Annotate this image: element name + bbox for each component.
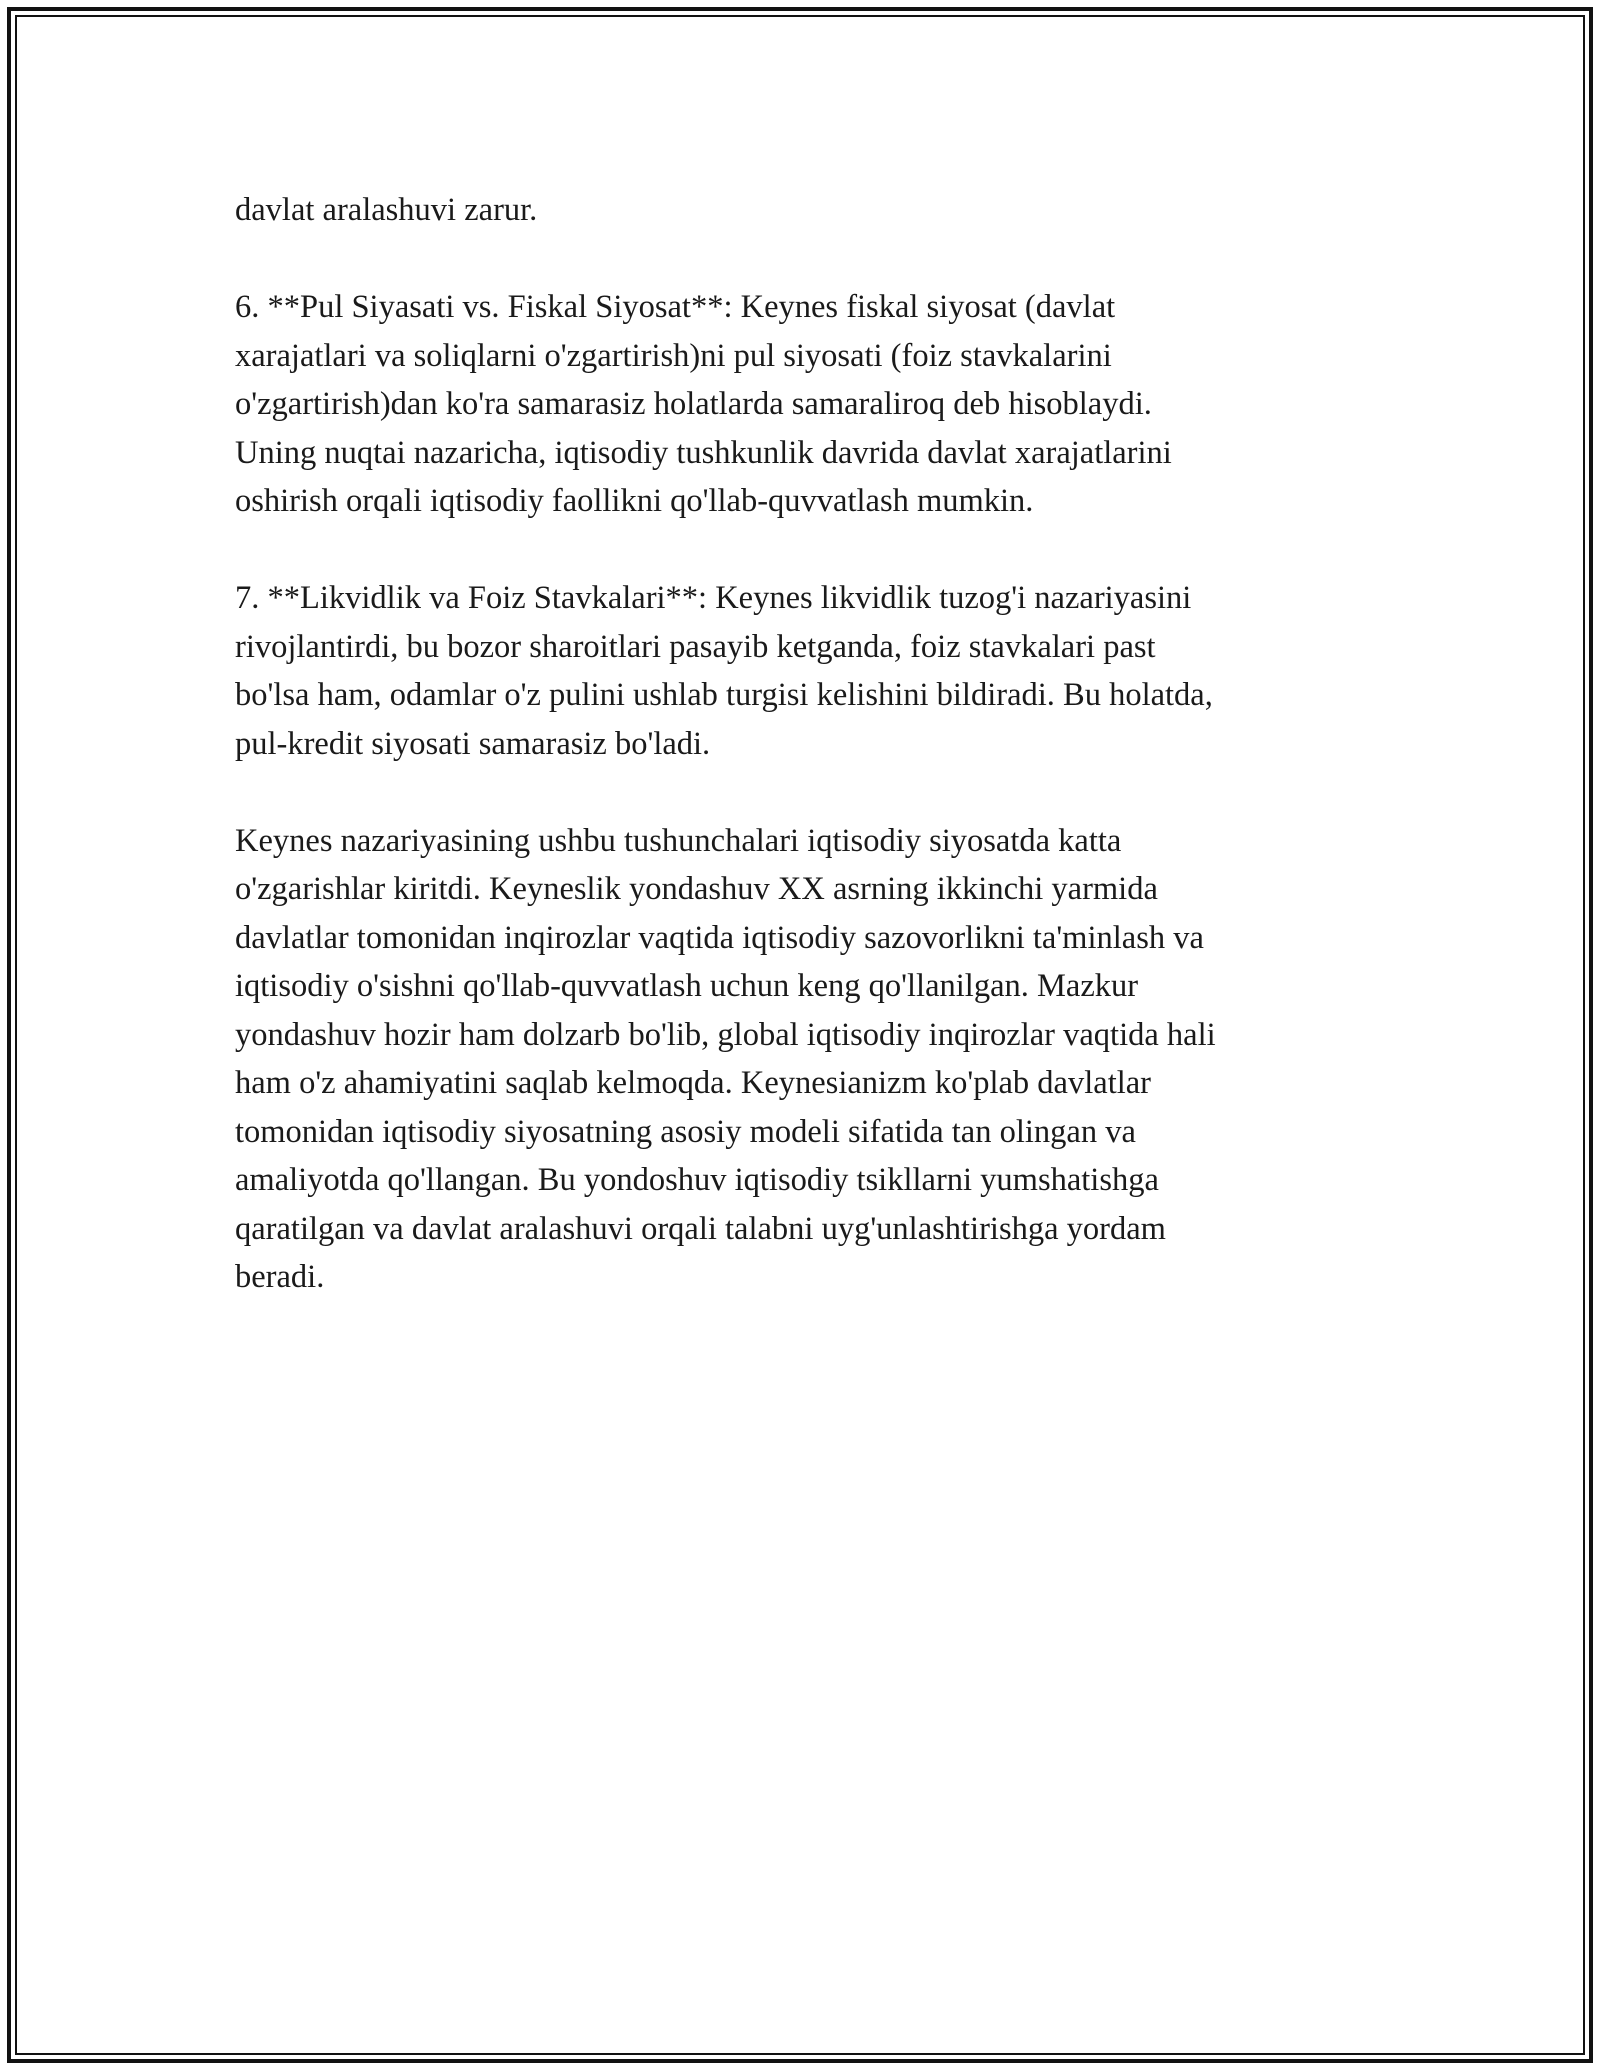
text-line: 7. **Likvidlik va Foiz Stavkalari**: Keynes likvidlik tuzog'i nazariyasini: [235, 580, 1192, 616]
text-line: xarajatlari va soliqlarni o'zgartirish)ni pul siyosati (foiz stavkalarini: [235, 337, 1112, 374]
paragraph-conclusion: [235, 817, 1365, 1302]
text-line: Keynes nazariyasining ushbu tushunchalari iqtisodiy siyosatda katta: [235, 822, 1122, 859]
text-line: 6. **Pul Siyasati vs. Fiskal Siyosat**: Keynes fiskal siyosat (davlat: [235, 289, 1116, 325]
text-line: beradi.: [235, 1259, 325, 1295]
text-line: pul-kredit siyosati samarasiz bo'ladi.: [235, 725, 711, 762]
paragraph-continuation: [235, 186, 1365, 235]
text-line: davlatlar tomonidan inqirozlar vaqtida iqtisodiy sazovorlikni ta'minlash va: [235, 919, 1204, 956]
paragraph-item-7-liquidity-and-interest-rates: [235, 574, 1365, 768]
text-line: qaratilgan va davlat aralashuvi orqali talabni uyg'unlashtirishga yordam: [235, 1210, 1166, 1247]
text-line: amaliyotda qo'llangan. Bu yondoshuv iqtisodiy tsikllarni yumshatishga: [235, 1162, 1159, 1198]
text-line: o'zgartirish)dan ko'ra samarasiz holatlarda samaraliroq deb hisoblaydi.: [235, 386, 1152, 422]
document-body: [235, 186, 1365, 1350]
text-line: bo'lsa ham, odamlar o'z pulini ushlab turgisi kelishini bildiradi. Bu holatda,: [235, 677, 1213, 713]
text-line: o'zgarishlar kiritdi. Keyneslik yondashuv XX asrning ikkinchi yarmida: [235, 871, 1158, 907]
text-line: rivojlantirdi, bu bozor sharoitlari pasayib ketganda, foiz stavkalari past: [235, 628, 1156, 665]
text-line: iqtisodiy o'sishni qo'llab-quvvatlash uchun keng qo'llanilgan. Mazkur: [235, 968, 1139, 1004]
text-line: yondashuv hozir ham dolzarb bo'lib, global iqtisodiy inqirozlar vaqtida hali: [235, 1016, 1216, 1053]
paragraph-item-6-monetary-vs-fiscal-policy: [235, 283, 1365, 526]
text-line: tomonidan iqtisodiy siyosatning asosiy modeli sifatida tan olingan va: [235, 1113, 1136, 1150]
text-line: Uning nuqtai nazaricha, iqtisodiy tushkunlik davrida davlat xarajatlarini: [235, 434, 1172, 471]
text-line: ham o'z ahamiyatini saqlab kelmoqda. Keynesianizm ko'plab davlatlar: [235, 1065, 1151, 1101]
text-line: oshirish orqali iqtisodiy faollikni qo'llab-quvvatlash mumkin.: [235, 483, 1034, 519]
text-line: davlat aralashuvi zarur.: [235, 192, 538, 228]
